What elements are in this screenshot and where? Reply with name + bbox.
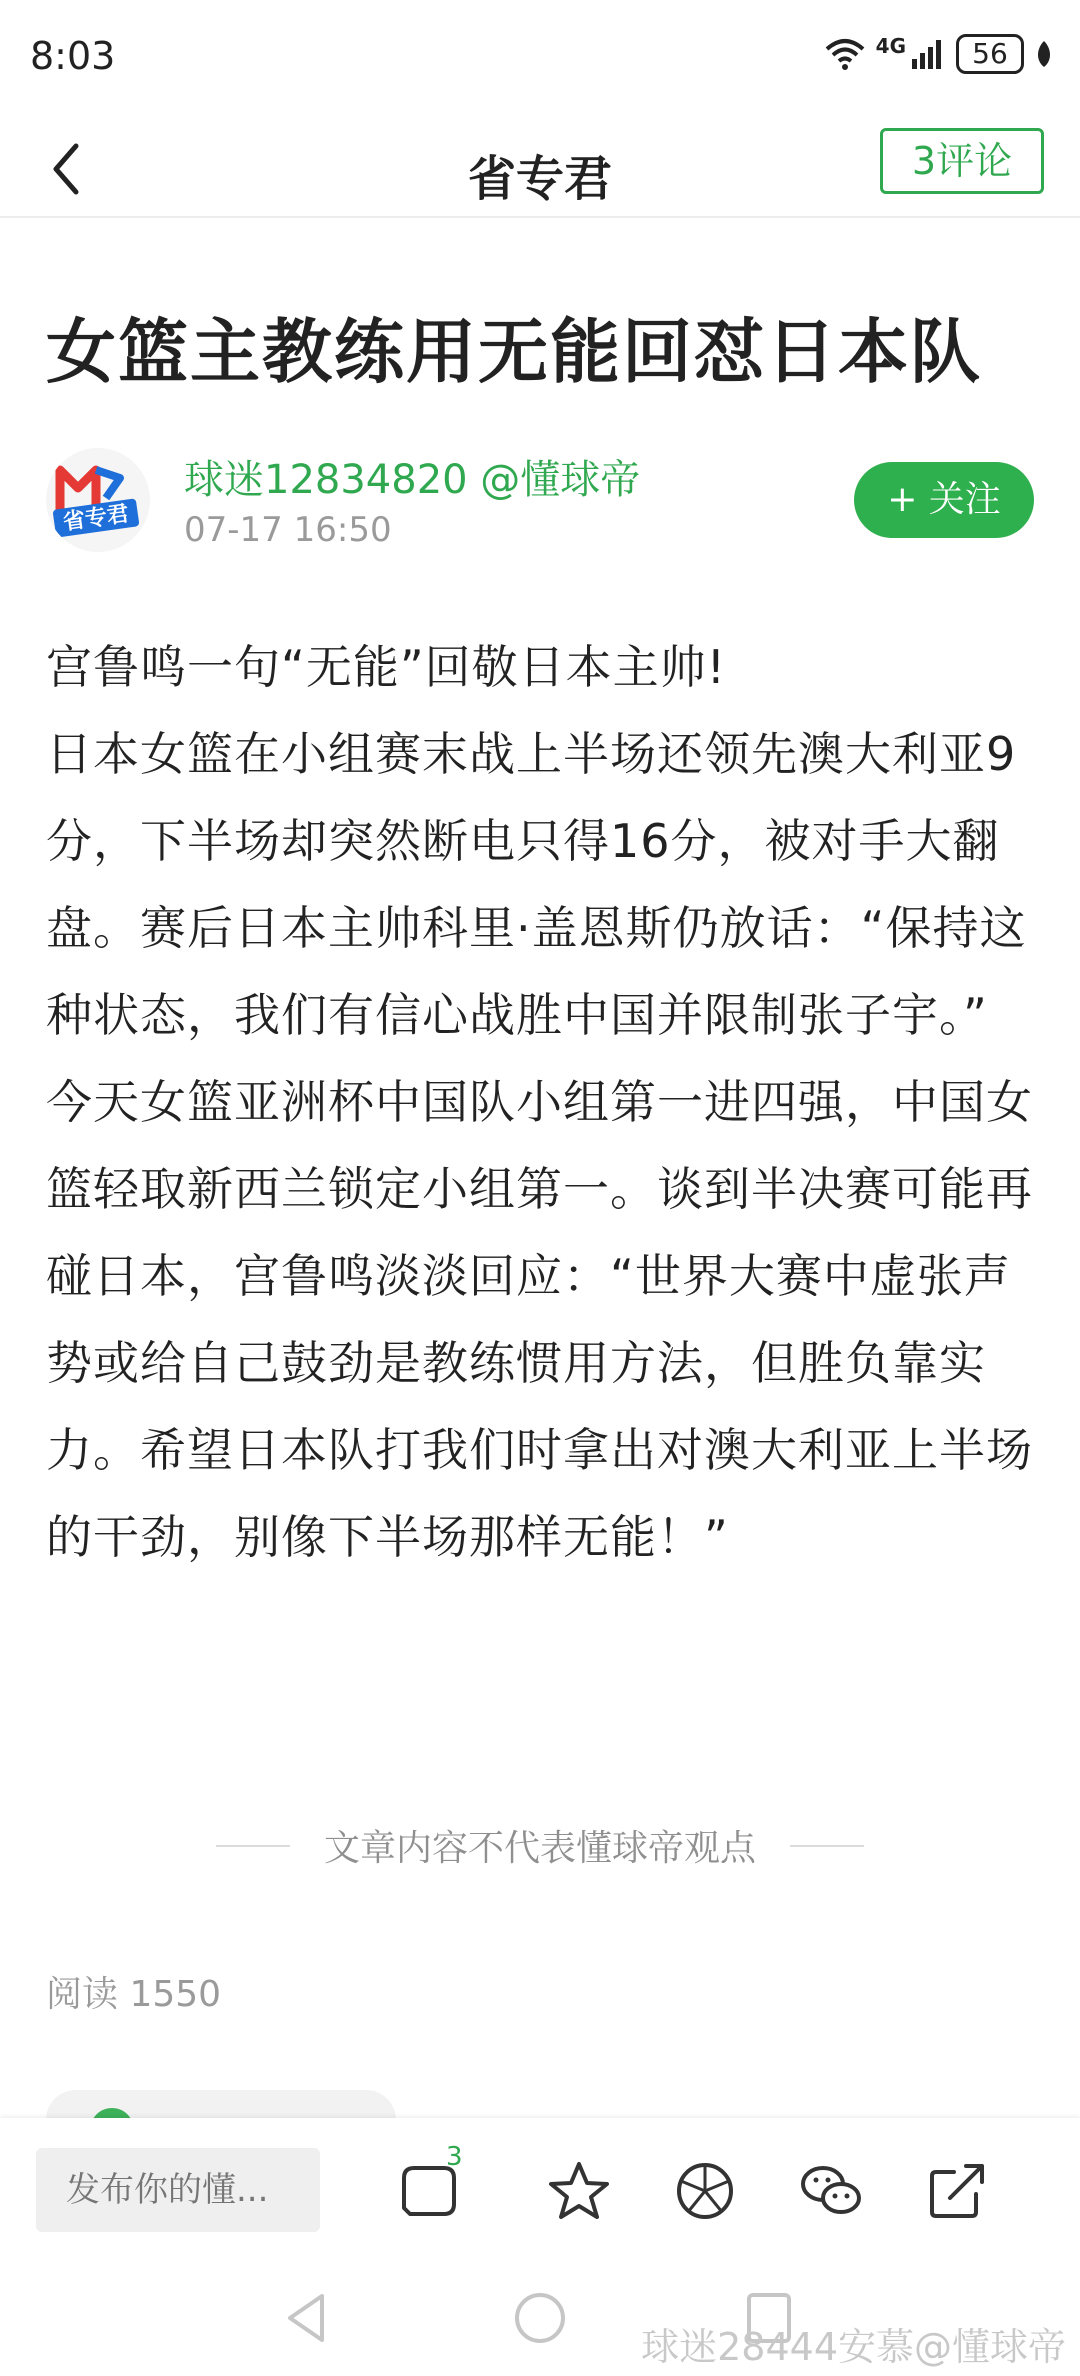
- article-body: [46, 624, 1036, 1581]
- avatar-text: 省专君: [61, 501, 131, 536]
- author-avatar[interactable]: [46, 448, 150, 552]
- status-bar: [0, 0, 1080, 120]
- status-time: 8:03: [30, 34, 116, 78]
- disclaimer-row: [0, 1820, 1080, 1870]
- comment-input[interactable]: [36, 2148, 320, 2232]
- back-triangle-icon[interactable]: [282, 2290, 330, 2346]
- comment-button[interactable]: [394, 2142, 464, 2226]
- leaf-icon: [1034, 39, 1054, 69]
- signal-icon: [910, 37, 946, 71]
- watermark: 球迷28444安慕@懂球帝: [641, 2325, 1066, 2369]
- nav-divider: [0, 216, 1080, 218]
- read-count: 阅读 1550: [46, 1974, 222, 2015]
- status-icons: [824, 34, 1054, 74]
- moments-icon: [670, 2156, 740, 2226]
- share-icon: [922, 2156, 992, 2226]
- post-date: 07-17 16:50: [184, 510, 392, 550]
- favorite-button[interactable]: [544, 2156, 614, 2226]
- disclaimer-text: 文章内容不代表懂球帝观点: [323, 1828, 756, 1869]
- bottom-toolbar: [0, 2118, 1080, 2260]
- paragraph: 今天女篮亚洲杯中国队小组第一进四强，中国女篮轻取新西兰锁定小组第一。谈到半决赛可能再碰日本，宫鲁鸣淡淡回应：“世界大赛中虚张声势或给自己鼓劲是教练惯用方法，但胜负靠实力。希望日本队打我们时拿出对澳大利亚上半场的干劲，别像下半场那样无能！”: [46, 1075, 1033, 1564]
- paragraph: 日本女篮在小组赛末战上半场还领先澳大利亚9分，下半场却突然断电只得16分，被对手大翻盘。赛后日本主帅科里·盖恩斯仍放话：“保持这种状态，我们有信心战胜中国并限制张子宇。”: [46, 727, 1027, 1042]
- star-icon: [544, 2156, 614, 2226]
- nav-bar: [0, 120, 1080, 220]
- wifi-icon: [824, 37, 866, 71]
- battery-indicator: 56: [956, 34, 1024, 74]
- author-name[interactable]: 球迷12834820 @懂球帝: [184, 457, 641, 503]
- follow-button[interactable]: + 关注: [854, 462, 1034, 538]
- logo-icon: [46, 448, 150, 552]
- wechat-icon: [796, 2156, 866, 2226]
- home-circle-icon[interactable]: [512, 2290, 568, 2346]
- article-title: 女篮主教练用无能回怼日本队: [46, 311, 982, 393]
- nav-title: 省专君: [467, 151, 612, 207]
- divider-line-right: [790, 1845, 864, 1847]
- share-button[interactable]: [922, 2156, 992, 2226]
- network-label: 4G: [875, 34, 906, 58]
- wechat-share-button[interactable]: [796, 2156, 866, 2226]
- comment-count-badge: 3: [446, 2142, 463, 2172]
- paragraph: 宫鲁鸣一句“无能”回敬日本主帅!: [46, 640, 727, 694]
- moments-share-button[interactable]: [670, 2156, 740, 2226]
- comments-button[interactable]: 3评论: [880, 128, 1044, 194]
